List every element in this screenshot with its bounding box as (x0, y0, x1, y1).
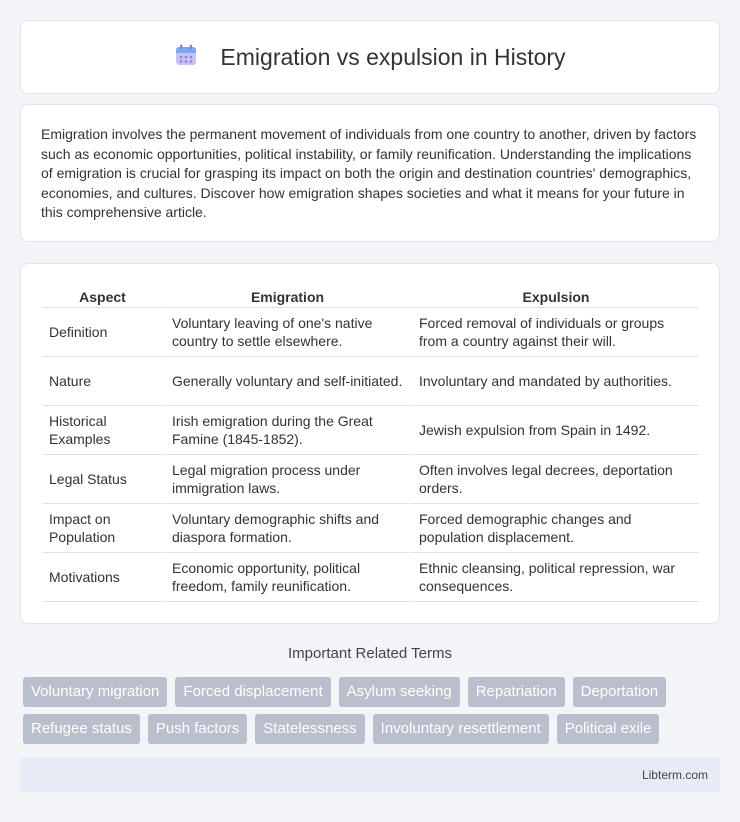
table-row (43, 553, 699, 602)
table-cell-emigration: Economic opportunity, political freedom, family reunification. (162, 553, 409, 602)
table-cell-expulsion: Jewish expulsion from Spain in 1492. (409, 406, 699, 455)
calendar-icon (174, 43, 198, 72)
related-term-tag[interactable]: Deportation (573, 677, 667, 707)
table-cell-aspect: Nature (43, 357, 162, 406)
related-term-tag[interactable]: Asylum seeking (339, 677, 460, 707)
related-terms-list (23, 677, 723, 744)
intro-card (20, 104, 720, 242)
related-terms-title: Important Related Terms (288, 645, 452, 662)
table-row (43, 504, 699, 553)
page-title: Emigration vs expulsion in History (220, 43, 566, 70)
table-row (43, 308, 699, 357)
column-header-expulsion: Expulsion (409, 284, 699, 308)
related-term-tag[interactable]: Involuntary resettlement (373, 714, 549, 744)
table-cell-emigration: Voluntary demographic shifts and diaspora formation. (162, 504, 409, 553)
related-term-tag[interactable]: Refugee status (23, 714, 140, 744)
table-row (43, 455, 699, 504)
table-cell-emigration: Generally voluntary and self-initiated. (162, 357, 409, 406)
table-cell-expulsion: Involuntary and mandated by authorities. (409, 357, 699, 406)
related-term-tag[interactable]: Political exile (557, 714, 660, 744)
table-cell-expulsion: Forced demographic changes and population displacement. (409, 504, 699, 553)
intro-text: Emigration involves the permanent movement of individuals from one country to another, driven by factors such as economic opportunities, political instability, or family reunification. Understanding the implications of emigration is crucial for grasping its impact on both the origin and destination countries' demographics, economies, and cultures. Discover how emigration shapes societies and what it means for your future in this comprehensive article. (41, 126, 697, 221)
related-term-tag[interactable]: Push factors (148, 714, 247, 744)
table-cell-aspect: Motivations (43, 553, 162, 602)
table-cell-emigration: Voluntary leaving of one's native country to settle elsewhere. (162, 308, 409, 357)
column-header-aspect: Aspect (43, 284, 162, 308)
comparison-table-card (20, 263, 720, 624)
table-header-row (43, 284, 699, 308)
related-term-tag[interactable]: Forced displacement (175, 677, 330, 707)
related-term-tag[interactable]: Statelessness (255, 714, 364, 744)
table-cell-aspect: Legal Status (43, 455, 162, 504)
related-term-tag[interactable]: Voluntary migration (23, 677, 167, 707)
table-row (43, 406, 699, 455)
table-cell-emigration: Legal migration process under immigration laws. (162, 455, 409, 504)
title-wrap (174, 43, 565, 72)
table-cell-expulsion: Often involves legal decrees, deportation orders. (409, 455, 699, 504)
table-cell-aspect: Impact on Population (43, 504, 162, 553)
table-row (43, 357, 699, 406)
footer (20, 758, 720, 792)
related-term-tag[interactable]: Repatriation (468, 677, 565, 707)
column-header-emigration: Emigration (162, 284, 409, 308)
table-cell-emigration: Irish emigration during the Great Famine (1845-1852). (162, 406, 409, 455)
footer-site-link[interactable]: Libterm.com (641, 768, 708, 782)
table-cell-expulsion: Forced removal of individuals or groups from a country against their will. (409, 308, 699, 357)
table-cell-expulsion: Ethnic cleansing, political repression, war consequences. (409, 553, 699, 602)
comparison-table (43, 284, 699, 602)
header-card (20, 20, 720, 94)
table-cell-aspect: Definition (43, 308, 162, 357)
table-cell-aspect: Historical Examples (43, 406, 162, 455)
